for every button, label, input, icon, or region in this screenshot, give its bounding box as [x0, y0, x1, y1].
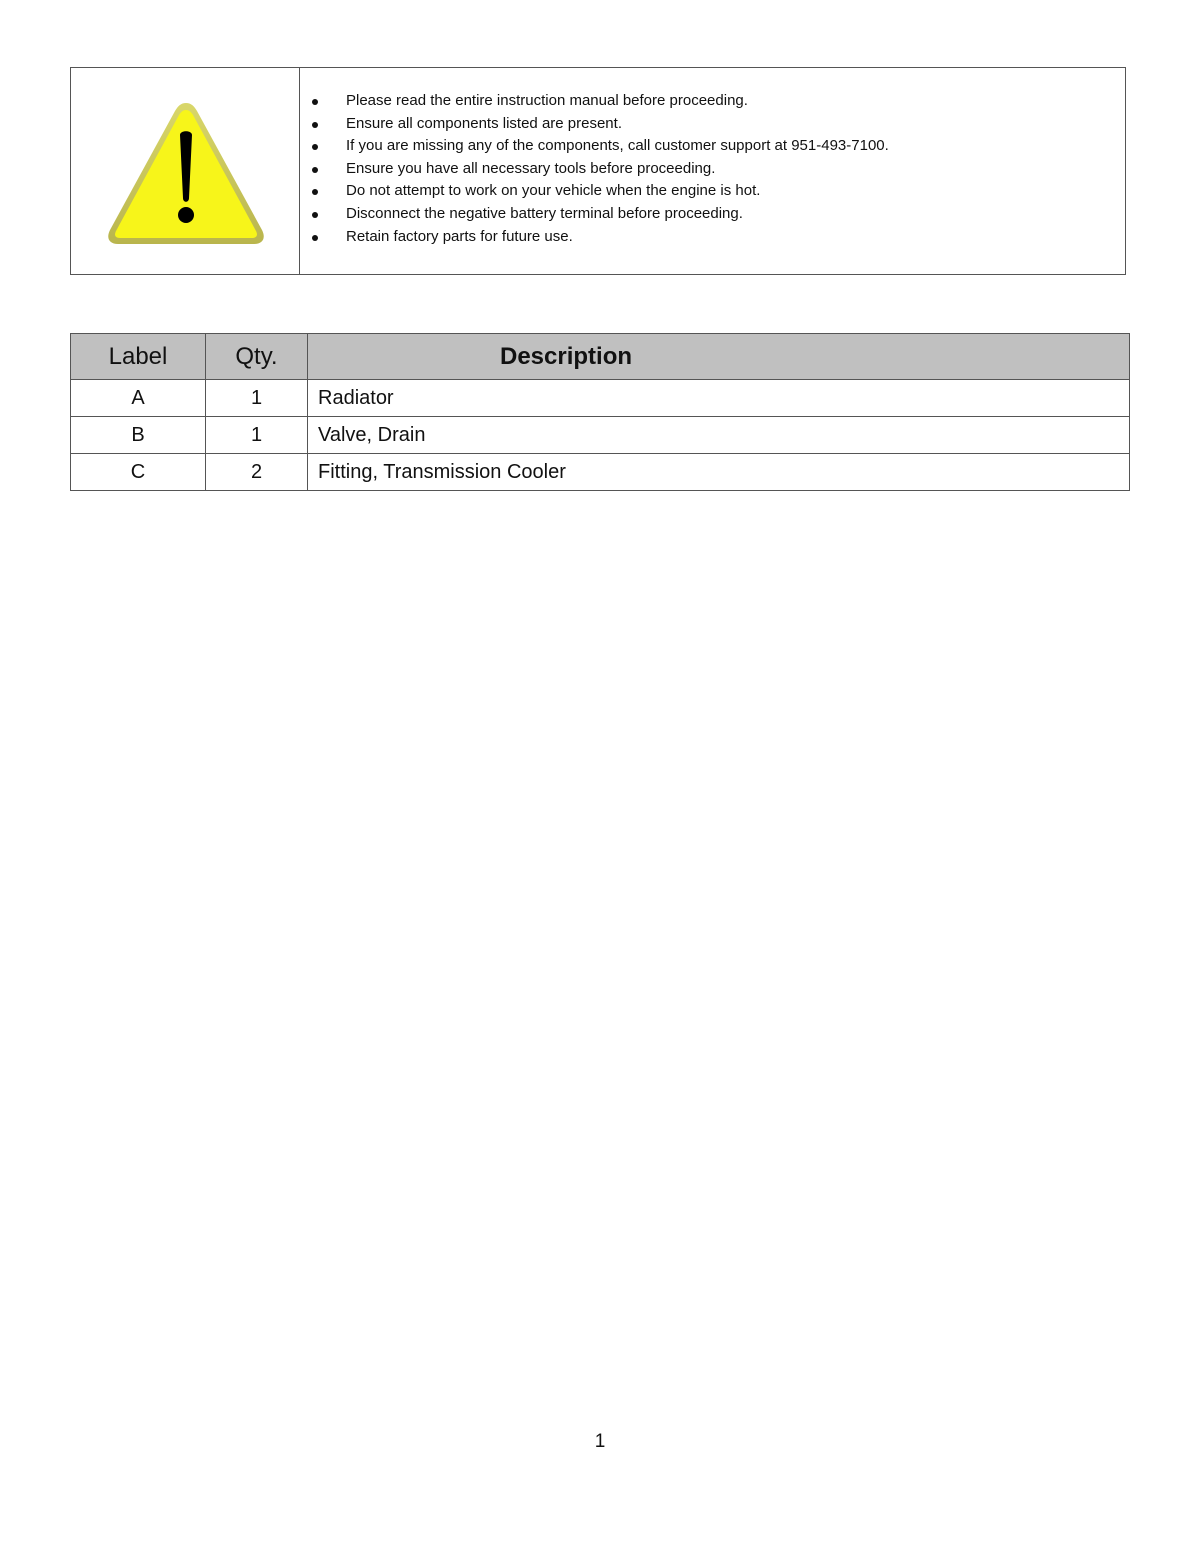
warning-item: Do not attempt to work on your vehicle when the engine is hot. — [312, 180, 889, 203]
bullet-icon — [312, 144, 318, 150]
cell-description: Valve, Drain — [308, 417, 1130, 454]
table-row — [71, 454, 1130, 491]
bullet-icon — [312, 212, 318, 218]
page-number: 1 — [594, 1431, 606, 1452]
warning-box — [70, 67, 1126, 275]
bullet-icon — [312, 189, 318, 195]
bullet-icon — [312, 167, 318, 173]
bullet-icon — [312, 235, 318, 241]
cell-qty: 1 — [206, 380, 308, 417]
parts-table — [70, 333, 1130, 491]
column-header-qty: Qty. — [206, 334, 308, 380]
table-header-row — [71, 334, 1130, 380]
cell-label: B — [71, 417, 206, 454]
warning-item: Disconnect the negative battery terminal before proceeding. — [312, 203, 889, 226]
column-header-description: Description — [308, 334, 1130, 380]
table-row — [71, 380, 1130, 417]
warning-list-cell — [300, 68, 1125, 274]
warning-triangle-icon — [105, 99, 267, 313]
warning-item: Retain factory parts for future use. — [312, 226, 889, 249]
warning-item: If you are missing any of the components, call customer support at 951-493-7100. — [312, 135, 889, 158]
warning-icon-cell — [71, 68, 300, 274]
bullet-icon — [312, 122, 318, 128]
warning-list — [312, 90, 889, 248]
bullet-icon — [312, 99, 318, 105]
cell-label: C — [71, 454, 206, 491]
table-row — [71, 417, 1130, 454]
warning-item: Ensure you have all necessary tools before proceeding. — [312, 158, 889, 181]
column-header-label: Label — [71, 334, 206, 380]
warning-item: Ensure all components listed are present. — [312, 113, 889, 136]
cell-description: Radiator — [308, 380, 1130, 417]
cell-qty: 1 — [206, 417, 308, 454]
cell-qty: 2 — [206, 454, 308, 491]
warning-item: Please read the entire instruction manual before proceeding. — [312, 90, 889, 113]
cell-label: A — [71, 380, 206, 417]
cell-description: Fitting, Transmission Cooler — [308, 454, 1130, 491]
